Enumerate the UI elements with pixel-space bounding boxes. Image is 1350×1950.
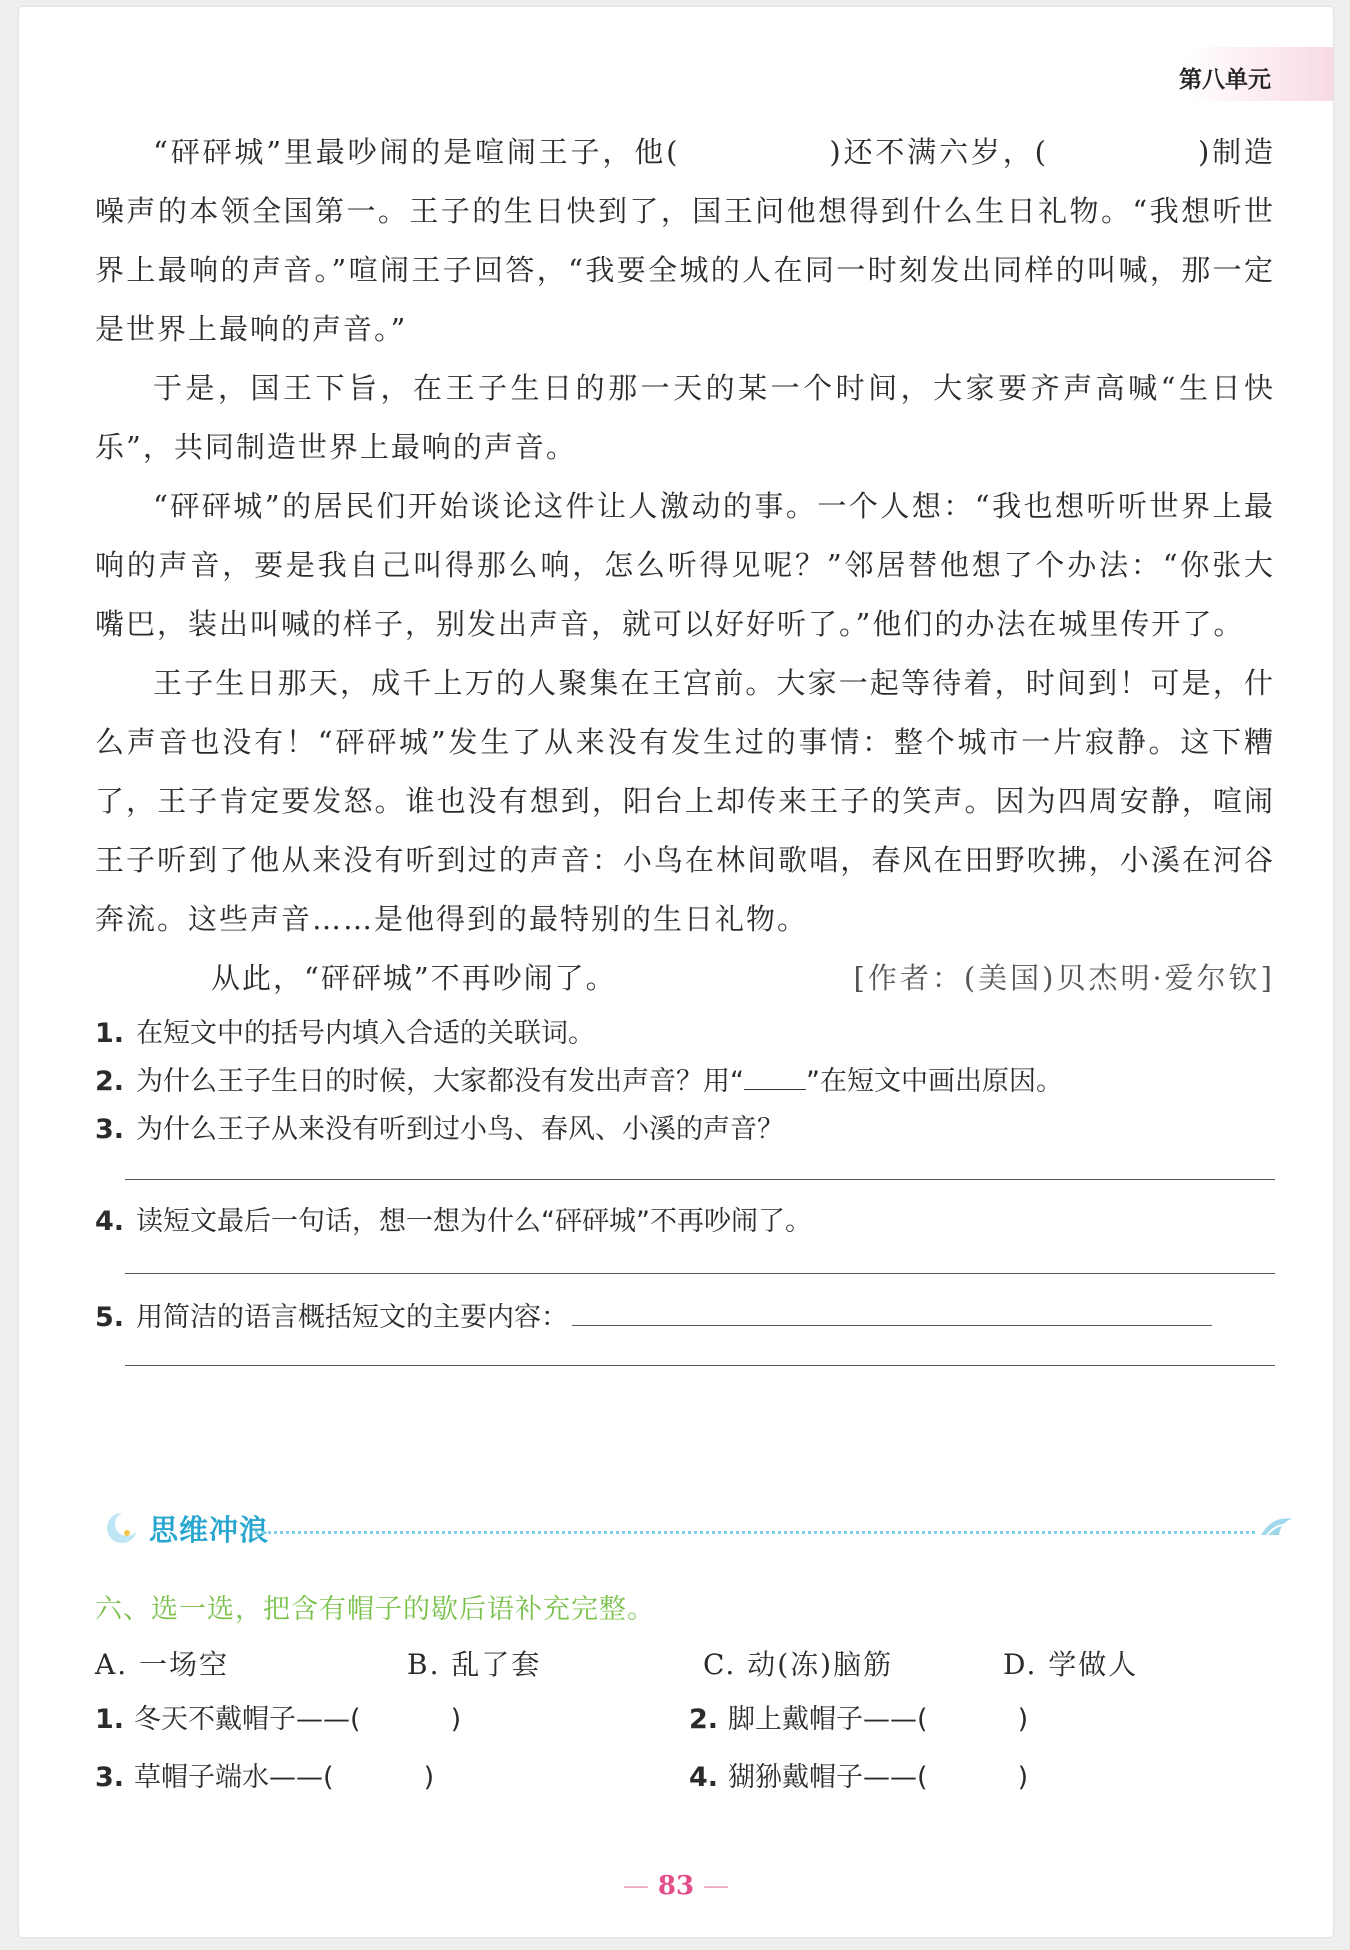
- workbook-page: [18, 6, 1334, 1938]
- page-number: [19, 1871, 1333, 1901]
- answer-line-3[interactable]: [125, 1179, 1275, 1180]
- item-text: 草帽子端水——(: [134, 1762, 334, 1793]
- xiehouyu-item-3: [95, 1755, 434, 1794]
- section-title: 思维冲浪: [149, 1512, 270, 1547]
- question-number: 1.: [95, 1018, 125, 1049]
- question-number: 2.: [95, 1066, 125, 1097]
- moon-icon: [105, 1511, 139, 1545]
- task-six-title: 六、选一选，把含有帽子的歇后语补充完整。: [95, 1594, 655, 1625]
- question-number: 3.: [95, 1114, 125, 1145]
- passage-paragraph-2: 于是，国王下旨，在王子生日的那一天的某一个时间，大家要齐声高喊“生日快乐”，共同制造世界上最响的声音。: [95, 371, 1275, 464]
- item-text: 冬天不戴帽子——(: [134, 1704, 361, 1735]
- option-d: D. 学做人: [1003, 1648, 1139, 1681]
- question-5: [95, 1295, 1212, 1334]
- item-number: 1.: [95, 1704, 125, 1735]
- item-close: ): [423, 1762, 435, 1793]
- passage-paragraph-5: [95, 949, 1275, 1008]
- option-b: B. 乱了套: [407, 1648, 542, 1681]
- item-number: 2.: [689, 1704, 719, 1735]
- wave-icon: [1259, 1509, 1295, 1539]
- question-text: 为什么王子从来没有听到过小鸟、春风、小溪的声音？: [136, 1114, 785, 1145]
- closing-sentence: 从此，“砰砰城”不再吵闹了。: [211, 961, 617, 995]
- xiehouyu-item-4: [689, 1755, 1028, 1794]
- underline-symbol: [744, 1067, 806, 1090]
- passage-paragraph-4: 王子生日那天，成千上万的人聚集在王宫前。大家一起等待着，时间到！可是，什么声音也没有！“砰砰城”发生了从来没有发生过的事情：整个城市一片寂静。这下糟了，王子肯定要发怒。谁也没有想到，阳台上却传来王子的笑声。因为四周安静，喧闹王子听到了他从来没有听到过的声音：小鸟在林间歌唱，春风在田野吹拂，小溪在河谷奔流。这些声音……是他得到的最特别的生日礼物。: [95, 666, 1275, 936]
- question-text: 读短文最后一句话，想一想为什么“砰砰城”不再吵闹了。: [136, 1206, 813, 1237]
- xiehouyu-item-2: [689, 1697, 1028, 1736]
- item-number: 4.: [689, 1762, 719, 1793]
- item-close: ): [450, 1704, 462, 1735]
- passage-paragraph-3: “砰砰城”的居民们开始谈论这件让人激动的事。一个人想：“我也想听听世界上最响的声音，要是我自己叫得那么响，怎么听得见呢？”邻居替他想了个办法：“你张大嘴巴，装出叫喊的样子，别发出声音，就可以好好听了。”他们的办法在城里传开了。: [95, 489, 1275, 641]
- passage-text: “砰砰城”里最吵闹的是喧闹王子，他(: [153, 135, 680, 169]
- section-divider: [255, 1531, 1255, 1534]
- answer-line-5a[interactable]: [572, 1299, 1212, 1326]
- item-text: 猢狲戴帽子——(: [728, 1762, 928, 1793]
- answer-options: [95, 1643, 1275, 1683]
- question-3: [95, 1107, 784, 1146]
- page-dash-left: —: [622, 1871, 649, 1901]
- xiehouyu-item-1: [95, 1697, 461, 1736]
- question-text: 用简洁的语言概括短文的主要内容：: [136, 1302, 569, 1333]
- option-c: C. 动(冻)脑筋: [703, 1648, 894, 1681]
- question-4: [95, 1199, 812, 1238]
- unit-label: 第八单元: [1179, 67, 1271, 93]
- item-number: 3.: [95, 1762, 125, 1793]
- question-2: [95, 1059, 1063, 1098]
- question-text: 在短文中的括号内填入合适的关联词。: [136, 1018, 596, 1049]
- question-1: [95, 1011, 595, 1050]
- page-dash-right: —: [703, 1871, 730, 1901]
- item-close: ): [1017, 1762, 1029, 1793]
- question-number: 5.: [95, 1302, 125, 1333]
- answer-line-4[interactable]: [125, 1273, 1275, 1274]
- reading-passage: [95, 123, 1275, 1008]
- item-close: ): [1017, 1704, 1029, 1735]
- passage-text: )还不满六岁，(: [829, 135, 1048, 169]
- option-a: A. 一场空: [95, 1648, 230, 1681]
- author-credit: [作者：(美国)贝杰明·爱尔钦]: [853, 961, 1275, 995]
- question-number: 4.: [95, 1206, 125, 1237]
- passage-text: )制造噪声的本领全国第一。王子的生日快到了，国王问他想得到什么生日礼物。“我想听世界上最响的声音。”喧闹王子回答，“我要全城的人在同一时刻发出同样的叫喊，那一定是世界上最响的声音。”: [95, 135, 1275, 346]
- page-number-value: 83: [657, 1871, 695, 1901]
- passage-paragraph-1: [95, 123, 1275, 359]
- question-text: ”在短文中画出原因。: [806, 1066, 1064, 1097]
- question-text: 为什么王子生日的时候，大家都没有发出声音？用“: [136, 1066, 745, 1097]
- section-header: [105, 1505, 1295, 1551]
- item-text: 脚上戴帽子——(: [728, 1704, 928, 1735]
- answer-line-5b[interactable]: [125, 1365, 1275, 1366]
